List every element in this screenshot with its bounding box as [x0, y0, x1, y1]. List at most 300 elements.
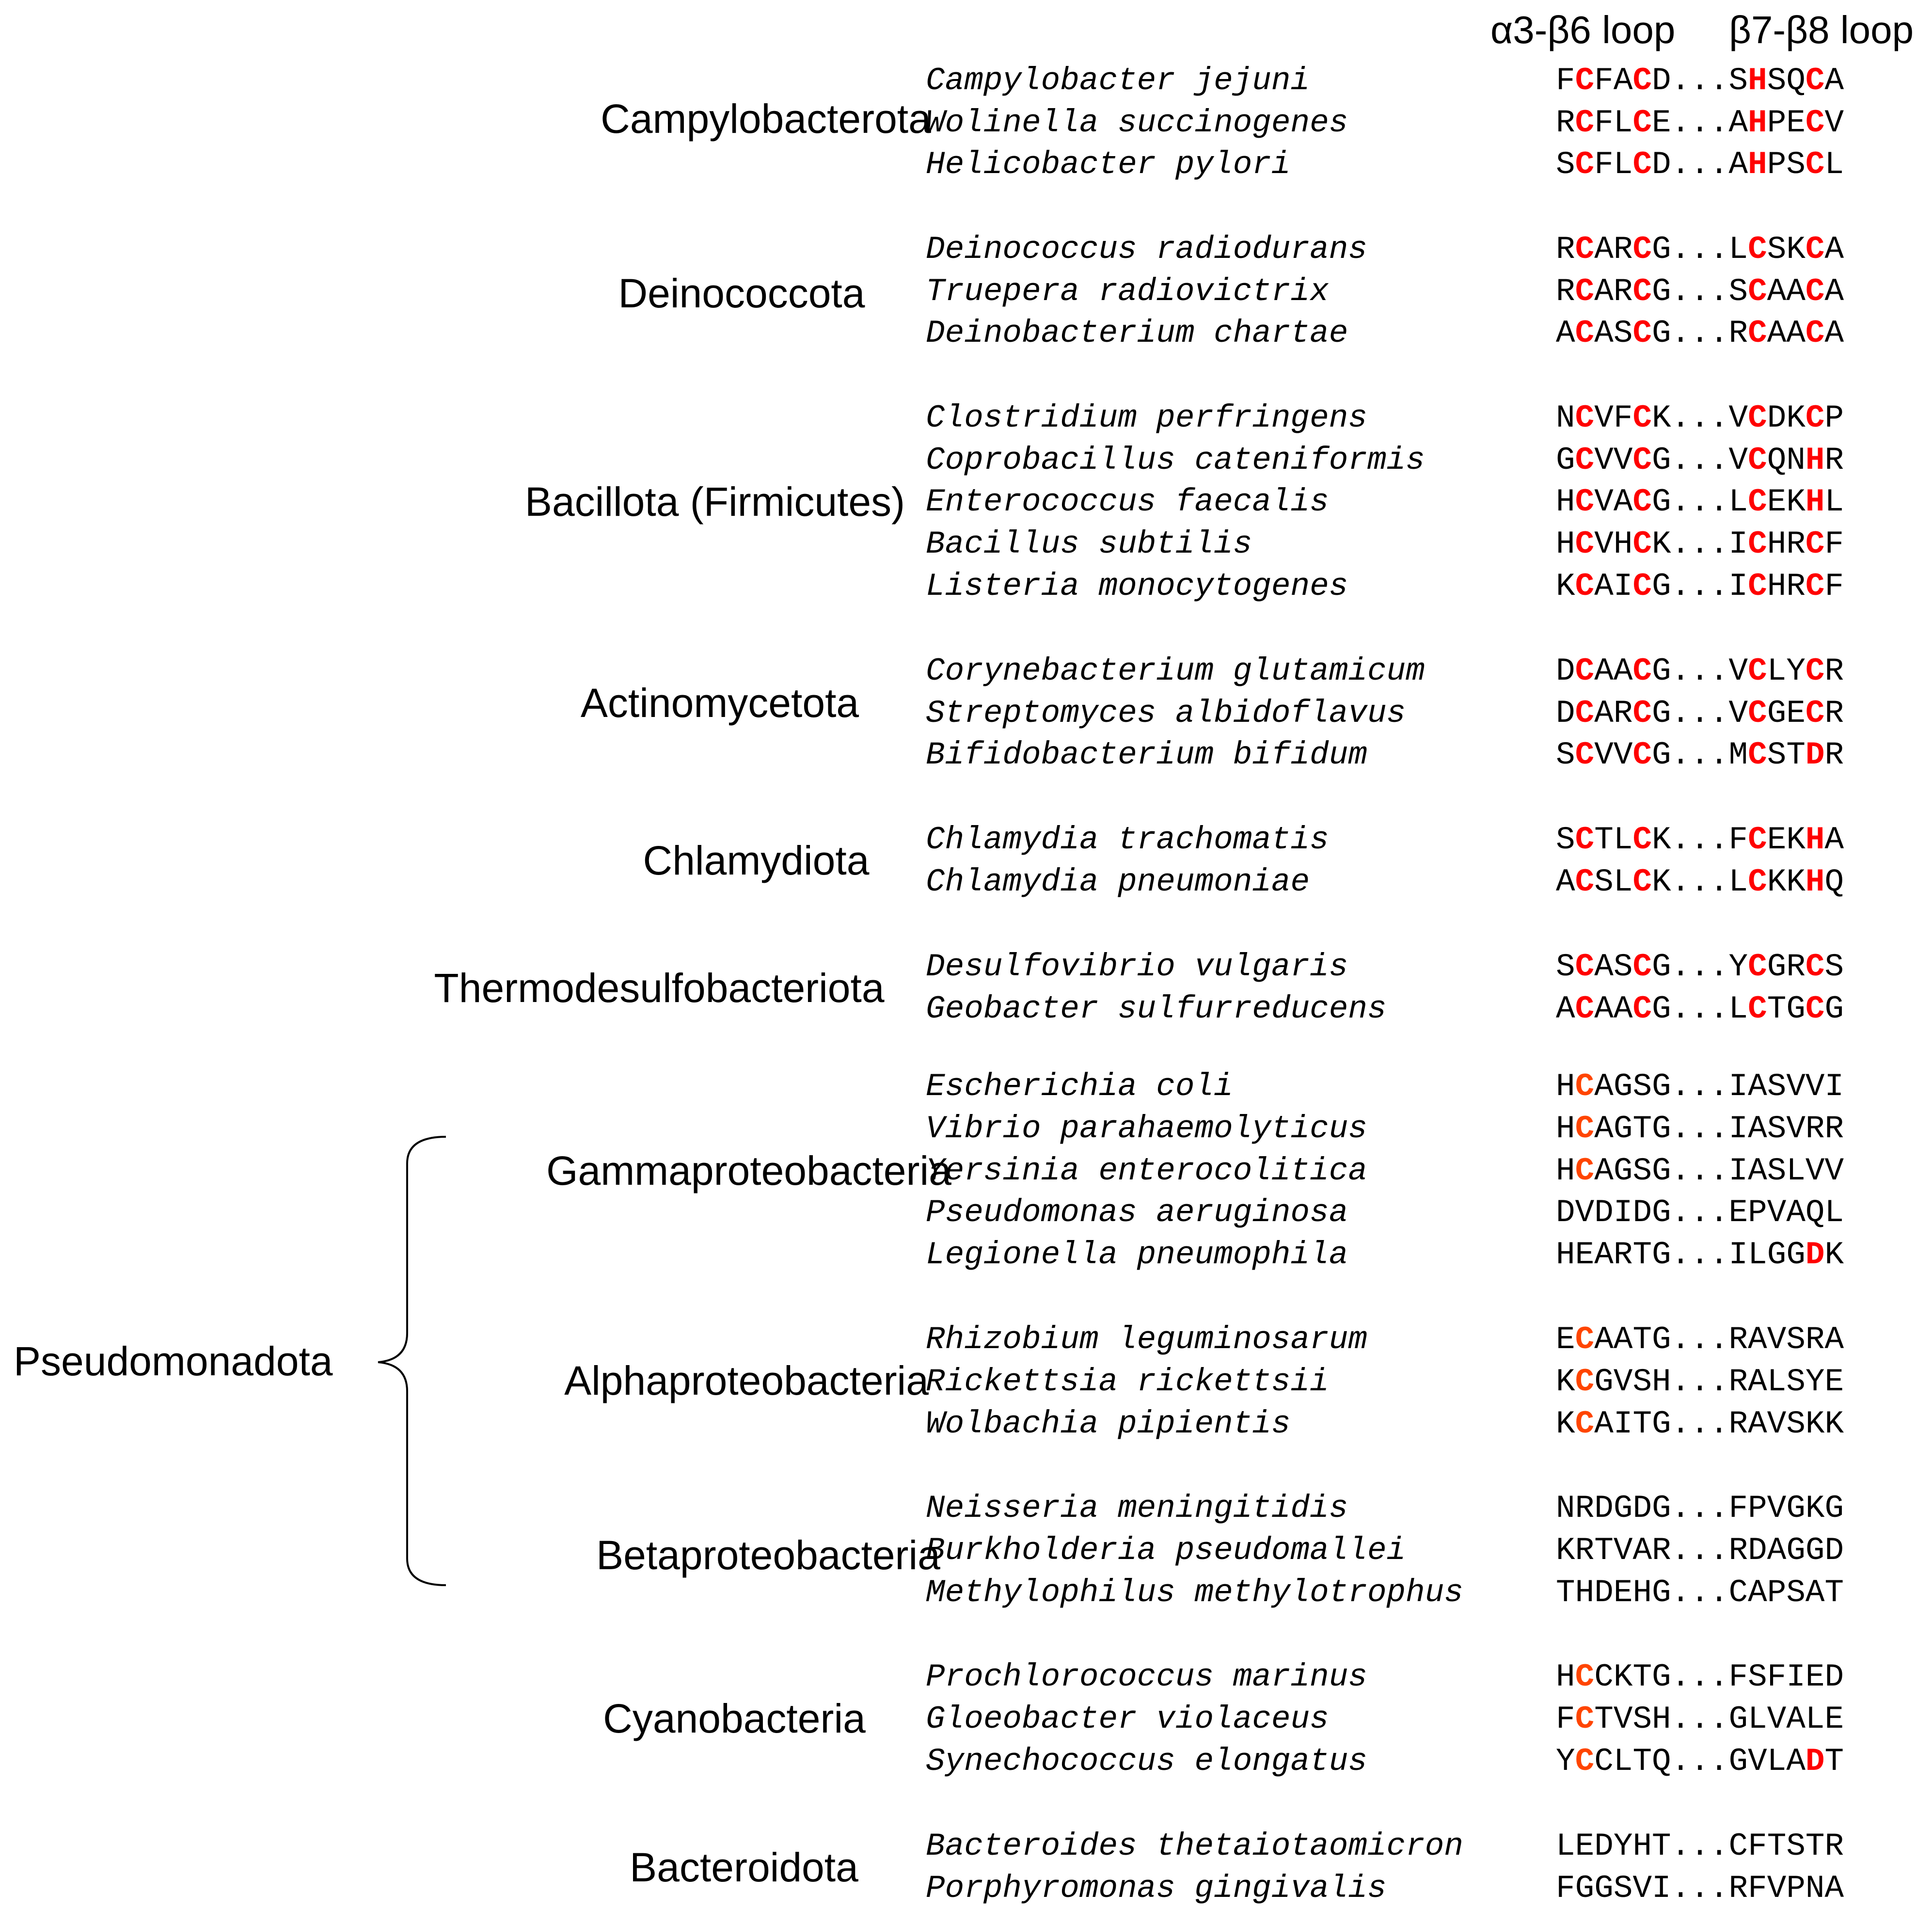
residue: D [1632, 1490, 1652, 1527]
sequence-motif [1556, 1703, 1844, 1735]
residue: H [1767, 568, 1787, 605]
residue: H [1556, 1068, 1575, 1105]
residue: T [1632, 1111, 1652, 1147]
residue: . [1671, 1153, 1691, 1189]
residue: I [1786, 1659, 1805, 1695]
residue: A [1594, 231, 1614, 268]
residue: F [1556, 1701, 1575, 1737]
residue: L [1824, 146, 1844, 183]
highlighted-residue: C [1575, 1701, 1595, 1737]
residue: S [1786, 1575, 1805, 1611]
residue: G [1786, 991, 1805, 1027]
residue: F [1748, 1870, 1767, 1907]
residue: R [1824, 1828, 1844, 1864]
residue: G [1613, 1490, 1633, 1527]
residue: Y [1613, 1828, 1633, 1864]
residue: P [1748, 1490, 1767, 1527]
sequence-motif [1556, 866, 1844, 898]
residue: S [1786, 1828, 1805, 1864]
residue: A [1594, 1237, 1614, 1273]
residue: A [1594, 695, 1614, 732]
residue: . [1709, 1828, 1729, 1864]
species-name: Escherichia coli [926, 1068, 1233, 1105]
sequence-motif [1556, 1661, 1844, 1693]
sequence-motif [1556, 695, 1844, 732]
residue: E [1575, 1828, 1595, 1864]
residue: . [1709, 864, 1729, 900]
sequence-motif [1556, 315, 1844, 351]
highlighted-residue: C [1748, 526, 1767, 562]
phylum-label: Thermodesulfobacteriota [434, 965, 885, 1011]
residue: L [1786, 1153, 1805, 1189]
phylum-label: Alphaproteobacteria [564, 1358, 929, 1403]
residue: . [1709, 653, 1729, 689]
residue: V [1805, 1153, 1825, 1189]
residue: T [1632, 1406, 1652, 1442]
residue: . [1709, 695, 1729, 732]
residue: L [1728, 231, 1748, 268]
residue: V [1575, 1194, 1595, 1231]
residue: F [1728, 1490, 1748, 1527]
residue: T [1632, 1743, 1652, 1780]
sequence-motif [1556, 1743, 1844, 1780]
residue: F [1748, 1828, 1767, 1864]
residue: . [1709, 991, 1729, 1027]
residue: S [1767, 1068, 1787, 1105]
sequence-motif [1556, 1366, 1844, 1398]
species-name: Burkholderia pseudomallei [926, 1532, 1406, 1569]
residue: S [1632, 1701, 1652, 1737]
species-name: Helicobacter pylori [926, 146, 1291, 183]
residue: . [1690, 822, 1710, 858]
residue: D [1652, 63, 1671, 99]
residue: A [1824, 315, 1844, 351]
residue: E [1786, 695, 1805, 732]
residue: T [1824, 1575, 1844, 1611]
residue: . [1709, 1153, 1729, 1189]
residue: G [1652, 1321, 1671, 1358]
residue: R [1824, 442, 1844, 478]
residue: . [1709, 1068, 1729, 1105]
residue: . [1671, 315, 1691, 351]
residue: C [1728, 1828, 1748, 1864]
sequence-motif [1556, 568, 1844, 605]
species-name: Corynebacterium glutamicum [926, 653, 1425, 689]
highlighted-residue: C [1805, 695, 1825, 732]
residue: . [1709, 737, 1729, 773]
residue: E [1767, 822, 1787, 858]
residue: E [1556, 1321, 1575, 1358]
residue: A [1786, 315, 1805, 351]
residue: S [1613, 315, 1633, 351]
residue: G [1786, 1237, 1805, 1273]
residue: P [1767, 146, 1787, 183]
residue: G [1652, 568, 1671, 605]
residue: V [1594, 442, 1614, 478]
residue: . [1709, 231, 1729, 268]
highlighted-residue: C [1748, 864, 1767, 900]
residue: . [1709, 63, 1729, 99]
residue: . [1671, 949, 1691, 985]
species-name: Wolinella succinogenes [926, 105, 1348, 141]
species-name: Streptomyces albidoflavus [926, 695, 1406, 732]
residue: A [1748, 1575, 1767, 1611]
residue: . [1690, 1828, 1710, 1864]
residue: . [1671, 1659, 1691, 1695]
highlighted-residue: C [1632, 484, 1652, 520]
residue: . [1671, 1364, 1691, 1400]
residue: S [1786, 1406, 1805, 1442]
residue: . [1671, 1321, 1691, 1358]
residue: . [1671, 1406, 1691, 1442]
species-name: Wolbachia pipientis [926, 1406, 1291, 1442]
residue: K [1613, 1659, 1633, 1695]
residue: A [1613, 991, 1633, 1027]
residue: F [1728, 822, 1748, 858]
residue: D [1824, 1532, 1844, 1569]
sequence-motif [1556, 528, 1844, 560]
highlighted-residue: C [1805, 63, 1825, 99]
residue: V [1748, 1743, 1767, 1780]
residue: G [1652, 695, 1671, 732]
residue: I [1652, 1870, 1671, 1907]
superphylum-label: Pseudomonadota [14, 1338, 333, 1384]
residue: L [1613, 1743, 1633, 1780]
residue: . [1671, 1111, 1691, 1147]
species-name: Synechococcus elongatus [926, 1743, 1367, 1780]
highlighted-residue: C [1575, 231, 1595, 268]
residue: . [1709, 1194, 1729, 1231]
residue: G [1652, 1068, 1671, 1105]
residue: K [1786, 400, 1805, 436]
residue: V [1728, 653, 1748, 689]
highlighted-residue: C [1632, 400, 1652, 436]
residue: I [1728, 1111, 1748, 1147]
residue: E [1728, 1194, 1748, 1231]
highlighted-residue: C [1632, 864, 1652, 900]
residue: R [1728, 1321, 1748, 1358]
residue: S [1556, 949, 1575, 985]
highlighted-residue: C [1805, 991, 1825, 1027]
highlighted-residue: D [1805, 737, 1825, 773]
highlighted-residue: C [1632, 105, 1652, 141]
sequence-motif [1556, 1490, 1844, 1527]
residue: V [1786, 1111, 1805, 1147]
residue: R [1556, 231, 1575, 268]
residue: R [1824, 695, 1844, 732]
species-name: Truepera radiovictrix [926, 273, 1329, 310]
residue: . [1671, 231, 1691, 268]
residue: . [1709, 1364, 1729, 1400]
highlighted-residue: C [1575, 1743, 1595, 1780]
residue: R [1728, 1870, 1748, 1907]
sequence-motif [1556, 993, 1844, 1025]
highlighted-residue: D [1805, 1743, 1825, 1780]
residue: . [1671, 1237, 1691, 1273]
residue: . [1690, 737, 1710, 773]
residue: G [1613, 1153, 1633, 1189]
species-name: Chlamydia trachomatis [926, 822, 1329, 858]
residue: S [1632, 1153, 1652, 1189]
sequence-motif [1556, 1068, 1844, 1105]
highlighted-residue: C [1805, 949, 1825, 985]
residue: . [1709, 442, 1729, 478]
sequence-motif [1556, 1155, 1844, 1187]
residue: A [1824, 63, 1844, 99]
species-name: Rhizobium leguminosarum [926, 1321, 1367, 1358]
highlighted-residue: C [1748, 273, 1767, 310]
residue: K [1786, 484, 1805, 520]
residue: G [1805, 1532, 1825, 1569]
residue: . [1690, 105, 1710, 141]
residue: I [1613, 1406, 1633, 1442]
residue: . [1690, 146, 1710, 183]
highlighted-residue: C [1632, 231, 1652, 268]
residue: . [1690, 991, 1710, 1027]
residue: L [1824, 1194, 1844, 1231]
residue: G [1652, 1111, 1671, 1147]
highlighted-residue: C [1748, 484, 1767, 520]
highlighted-residue: C [1575, 1659, 1595, 1695]
residue: . [1709, 1406, 1729, 1442]
residue: G [1786, 1532, 1805, 1569]
residue: V [1824, 105, 1844, 141]
residue: V [1824, 1153, 1844, 1189]
phylum-label: Actinomycetota [580, 680, 859, 726]
highlighted-residue: C [1632, 695, 1652, 732]
residue: S [1632, 1364, 1652, 1400]
residue: I [1728, 1153, 1748, 1189]
residue: I [1824, 1068, 1844, 1105]
highlighted-residue: C [1632, 526, 1652, 562]
residue: H [1613, 526, 1633, 562]
residue: . [1671, 864, 1691, 900]
residue: D [1824, 1659, 1844, 1695]
residue: Q [1767, 442, 1787, 478]
highlighted-residue: C [1575, 653, 1595, 689]
residue: F [1767, 1659, 1787, 1695]
residue: P [1767, 1575, 1787, 1611]
highlighted-residue: C [1805, 231, 1825, 268]
residue: . [1690, 1111, 1710, 1147]
highlighted-residue: C [1632, 949, 1652, 985]
highlighted-residue: C [1632, 146, 1652, 183]
residue: H [1652, 1701, 1671, 1737]
sequence-motif [1556, 1532, 1844, 1569]
residue: T [1824, 1743, 1844, 1780]
residue: . [1690, 1194, 1710, 1231]
highlighted-residue: C [1805, 526, 1825, 562]
residue: R [1824, 737, 1844, 773]
highlighted-residue: C [1575, 737, 1595, 773]
residue: R [1786, 526, 1805, 562]
residue: G [1767, 695, 1787, 732]
residue: H [1556, 526, 1575, 562]
residue: . [1709, 568, 1729, 605]
residue: A [1594, 568, 1614, 605]
residue: A [1748, 1406, 1767, 1442]
residue: T [1632, 1321, 1652, 1358]
residue: A [1594, 991, 1614, 1027]
residue: S [1824, 949, 1844, 985]
residue: K [1767, 864, 1787, 900]
phylum-label: Gammaproteobacteria [546, 1148, 951, 1193]
residue: L [1728, 991, 1748, 1027]
residue: E [1805, 1659, 1825, 1695]
sequence-motif [1556, 65, 1844, 97]
residue: . [1671, 526, 1691, 562]
residue: Q [1824, 864, 1844, 900]
residue: D [1748, 1532, 1767, 1569]
residue: T [1767, 1828, 1787, 1864]
residue: D [1767, 400, 1787, 436]
highlighted-residue: C [1632, 315, 1652, 351]
sequence-motif [1556, 107, 1844, 139]
highlighted-residue: C [1575, 568, 1595, 605]
residue: . [1690, 1743, 1710, 1780]
residue: . [1709, 273, 1729, 310]
residue: T [1594, 822, 1614, 858]
highlighted-residue: C [1805, 568, 1825, 605]
residue: L [1728, 484, 1748, 520]
residue: A [1613, 63, 1633, 99]
species-name: Enterococcus faecalis [926, 484, 1329, 520]
residue: F [1824, 568, 1844, 605]
residue: D [1556, 695, 1575, 732]
residue: . [1671, 484, 1691, 520]
residue: E [1575, 1237, 1595, 1273]
residue: A [1613, 653, 1633, 689]
highlighted-residue: H [1805, 442, 1825, 478]
residue: S [1556, 822, 1575, 858]
phylum-label: Cyanobacteria [603, 1696, 866, 1741]
residue: . [1690, 864, 1710, 900]
residue: . [1671, 737, 1691, 773]
residue: A [1786, 1701, 1805, 1737]
residue: N [1786, 442, 1805, 478]
residue: D [1632, 1194, 1652, 1231]
residue: A [1594, 273, 1614, 310]
highlighted-residue: C [1632, 991, 1652, 1027]
highlighted-residue: C [1575, 400, 1595, 436]
residue: G [1824, 991, 1844, 1027]
residue: . [1690, 63, 1710, 99]
residue: . [1671, 1194, 1691, 1231]
residue: . [1671, 105, 1691, 141]
residue: . [1709, 315, 1729, 351]
residue: I [1728, 568, 1748, 605]
residue: A [1786, 1194, 1805, 1231]
residue: K [1805, 1490, 1825, 1527]
residue: R [1728, 1406, 1748, 1442]
residue: Y [1805, 1364, 1825, 1400]
highlighted-residue: C [1805, 315, 1825, 351]
residue: . [1690, 1870, 1710, 1907]
residue: A [1767, 315, 1787, 351]
sequence-motif [1556, 655, 1844, 687]
species-name: Chlamydia pneumoniae [926, 864, 1310, 900]
residue: G [1652, 737, 1671, 773]
residue: G [1824, 1490, 1844, 1527]
highlighted-residue: C [1748, 695, 1767, 732]
highlighted-residue: C [1805, 400, 1825, 436]
residue: R [1575, 1532, 1595, 1569]
highlighted-residue: C [1575, 484, 1595, 520]
highlighted-residue: C [1632, 442, 1652, 478]
residue: . [1690, 1406, 1710, 1442]
residue: A [1594, 1068, 1614, 1105]
residue: R [1556, 105, 1575, 141]
residue: L [1824, 484, 1844, 520]
residue: S [1786, 146, 1805, 183]
highlighted-residue: C [1575, 822, 1595, 858]
residue: . [1690, 315, 1710, 351]
highlighted-residue: C [1575, 1406, 1595, 1442]
residue: . [1690, 1068, 1710, 1105]
residue: . [1671, 146, 1691, 183]
phylum-label: Chlamydiota [643, 838, 870, 883]
residue: R [1575, 1490, 1595, 1527]
sequence-motif [1556, 951, 1844, 983]
residue: V [1728, 442, 1748, 478]
residue: R [1805, 1111, 1825, 1147]
residue: A [1594, 1153, 1614, 1189]
residue: . [1709, 105, 1729, 141]
species-name: Legionella pneumophila [926, 1237, 1348, 1273]
residue: K [1556, 568, 1575, 605]
residue: A [1556, 315, 1575, 351]
residue: I [1728, 526, 1748, 562]
residue: . [1709, 949, 1729, 985]
residue: G [1786, 1490, 1805, 1527]
sequence-motif [1556, 1577, 1844, 1609]
sequence-motif [1556, 1870, 1844, 1907]
highlighted-residue: C [1575, 1111, 1595, 1147]
residue: V [1728, 695, 1748, 732]
highlighted-residue: C [1575, 1153, 1595, 1189]
residue: A [1594, 949, 1614, 985]
residue: K [1786, 864, 1805, 900]
residue: A [1594, 315, 1614, 351]
residue: L [1556, 1828, 1575, 1864]
residue: T [1652, 1828, 1671, 1864]
residue: G [1652, 273, 1671, 310]
residue: V [1613, 737, 1633, 773]
residue: K [1786, 231, 1805, 268]
residue: . [1690, 1659, 1710, 1695]
species-name: Deinobacterium chartae [926, 315, 1348, 351]
residue: R [1728, 1364, 1748, 1400]
residue: G [1613, 1068, 1633, 1105]
residue: . [1709, 400, 1729, 436]
residue: V [1767, 1490, 1787, 1527]
residue: R [1613, 231, 1633, 268]
residue: V [1613, 1364, 1633, 1400]
species-name: Neisseria meningitidis [926, 1490, 1348, 1527]
residue: G [1575, 1870, 1595, 1907]
residue: . [1709, 1701, 1729, 1737]
residue: F [1613, 400, 1633, 436]
highlighted-residue: C [1805, 273, 1825, 310]
residue: E [1767, 484, 1787, 520]
residue: A [1786, 273, 1805, 310]
highlighted-residue: C [1575, 695, 1595, 732]
residue: L [1613, 864, 1633, 900]
residue: S [1767, 737, 1787, 773]
residue: . [1671, 1870, 1691, 1907]
highlighted-residue: C [1748, 442, 1767, 478]
residue: G [1652, 949, 1671, 985]
